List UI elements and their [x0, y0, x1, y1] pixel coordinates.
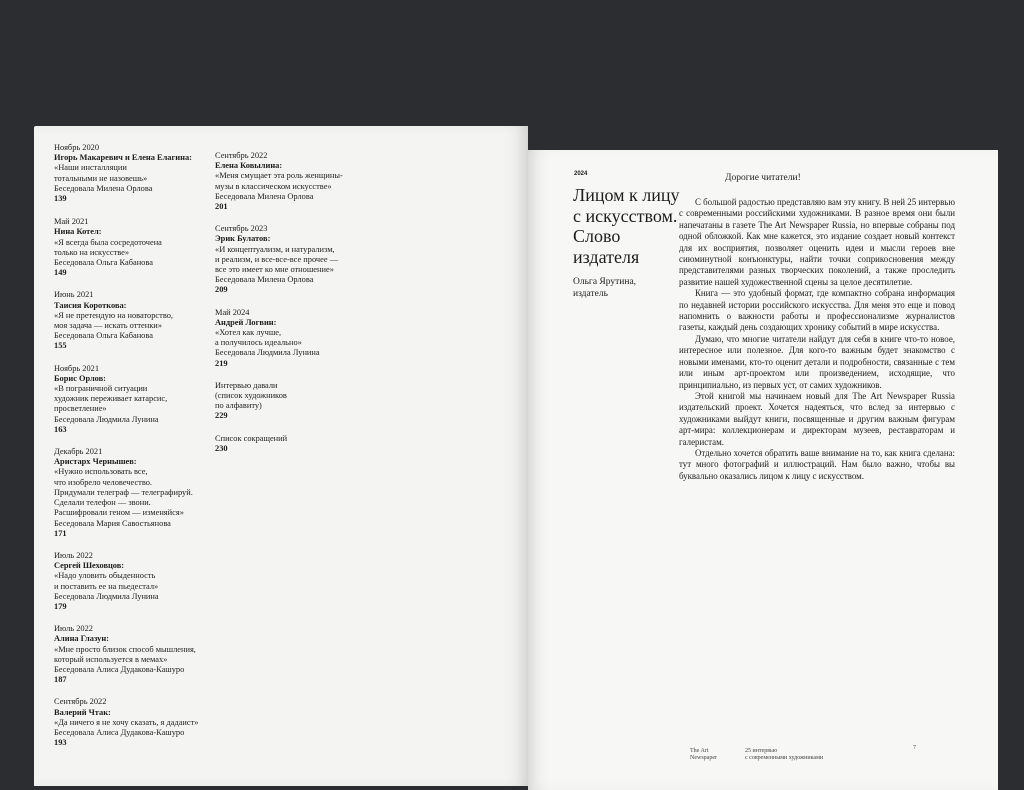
- contents-entry: [54, 447, 224, 539]
- entry-artist: Сергей Шеховцов:: [54, 561, 125, 571]
- entry-interviewer: Беседовала Ольга Кабанова: [54, 258, 153, 268]
- entry-page-number: 171: [54, 528, 67, 538]
- entry-interviewer: Беседовала Людмила Лунина: [54, 414, 159, 424]
- entry-date: Июнь 2021: [54, 290, 94, 300]
- entry-interviewer: Беседовала Милена Орлова: [215, 191, 314, 201]
- entry-interviewer: Беседовала Алиса Дудакова-Кашуро: [54, 727, 185, 737]
- entry-interviewer: Беседовала Мария Савостьянова: [54, 518, 171, 528]
- entry-artist: Аристарх Чернышев:: [54, 457, 137, 467]
- contents-extra-entry: [215, 434, 365, 454]
- contents-entry: [54, 217, 224, 278]
- entry-quote: «Мне просто близок способ мышления, который используется в мемах»: [54, 644, 196, 664]
- entry-page-number: 155: [54, 341, 67, 351]
- entry-date: Июль 2022: [54, 550, 93, 560]
- entry-artist: Игорь Макаревич и Елена Елагина:: [54, 153, 192, 163]
- entry-interviewer: Беседовала Алиса Дудакова-Кашуро: [54, 664, 185, 674]
- letter-paragraph: Отдельно хочется обратить ваше внимание на то, как книга сделана: тут много фотографий и иллюстраций. Нам было важно, чтобы вы буквально оказались лицом к лицу с искусством.: [679, 447, 955, 481]
- entry-quote: «Хотел как лучше, а получилось идеально»: [215, 328, 302, 348]
- entry-page-number: 187: [54, 675, 67, 685]
- extra-label: Интервью давали (список художников по алфавиту): [215, 380, 287, 411]
- entry-artist: Алина Глазун:: [54, 634, 109, 644]
- entry-interviewer: Беседовала Милена Орлова: [54, 183, 153, 193]
- entry-page-number: 229: [215, 411, 228, 421]
- letter-greeting: Дорогие читатели!: [725, 173, 801, 183]
- page-number: 7: [913, 745, 916, 751]
- section-year: 2024: [574, 171, 588, 177]
- entry-artist: Валерий Чтак:: [54, 707, 111, 717]
- contents-entry: [54, 290, 224, 351]
- letter-paragraph: С большой радостью представляю вам эту книгу. В ней 25 интервью с современными российскими художниками. В разное время они были напечатаны в газете The Art Newspaper Russia, но впервые собраны под одной обложкой. Как мне кажется, это издание создает новый контекст для их восприятия, позволяет оценить идеи и мысли героев вне сиюминутной конъюнктуры, найти точки соприкосновения между представителями разных творческих поколений, а также проследить развитие нашей художественной сцены за целое десятилетие.: [679, 197, 955, 287]
- contents-entry: [54, 364, 224, 435]
- entry-page-number: 139: [54, 194, 67, 204]
- entry-artist: Андрей Логвин:: [215, 317, 277, 327]
- entry-date: Ноябрь 2020: [54, 143, 100, 152]
- contents-entry: [215, 224, 365, 295]
- entry-page-number: 179: [54, 601, 67, 611]
- entry-quote: «Да ничего я не хочу сказать, я дадаист»: [54, 717, 199, 727]
- letter-paragraph: Думаю, что многие читатели найдут для себя в книге что-то новое, интересное или полезное. Для кого-то важным будет знакомство с новыми именами, кто-то оценит детали и подробности, связанные с тем или иным арт-проектом или произведением, исходящие, что принципиально, из первых уст, от самих художников.: [679, 333, 955, 390]
- entry-quote: «И концептуализм, и натурализм, и реализм, и все-все-все прочее — все это имеет ко мне отношение»: [215, 244, 339, 275]
- entry-date: Июль 2022: [54, 624, 93, 634]
- letter-body: [679, 197, 955, 482]
- section-title: Лицом к лицу с искусством. Слово издателя: [573, 185, 680, 267]
- entry-page-number: 149: [54, 268, 67, 278]
- entry-page-number: 201: [215, 202, 228, 212]
- entry-artist: Нина Котел:: [54, 227, 102, 237]
- contents-entry: [215, 151, 365, 212]
- entry-date: Ноябрь 2021: [54, 363, 100, 373]
- entry-quote: «В пограничной ситуации художник переживает катарсис, просветление»: [54, 384, 168, 414]
- entry-quote: «Наши инсталляции тотальными не назовешь»: [54, 163, 148, 183]
- contents-entry: [54, 697, 224, 748]
- entry-date: Декабрь 2021: [54, 447, 103, 457]
- entry-date: Май 2024: [215, 307, 250, 317]
- section-author: Ольга Ярутина, издатель: [573, 277, 637, 299]
- extra-label: Список сокращений: [215, 433, 288, 443]
- contents-column-b: [215, 151, 365, 466]
- entry-artist: Эрик Булатов:: [215, 234, 271, 244]
- entry-interviewer: Беседовала Людмила Лунина: [54, 591, 159, 601]
- entry-page-number: 163: [54, 424, 67, 434]
- contents-entry: [54, 143, 224, 204]
- entry-date: Май 2021: [54, 217, 89, 227]
- entry-date: Сентябрь 2022: [54, 697, 107, 707]
- entry-page-number: 193: [54, 738, 67, 748]
- entry-quote: «Надо уловить обыденность и поставить ее на пьедестал»: [54, 571, 159, 591]
- entry-date: Сентябрь 2022: [215, 151, 268, 160]
- entry-quote: «Нужно использовать все, что изобрело человечество. Придумали телеграф — телеграфируй. Сделали телефон — звони. Расшифровали геном — изменяйся»: [54, 467, 193, 518]
- letter-paragraph: Этой книгой мы начинаем новый для The Art Newspaper Russia издательский проект. Хочется надеяться, что вслед за интервью с художниками выйдут книги, посвященные и другим важным фигурам арт-мира: коллекционерам и директорам музеев, реставраторам и галеристам.: [679, 390, 955, 447]
- contents-entry: [215, 308, 365, 369]
- entry-date: Сентябрь 2023: [215, 224, 268, 234]
- contents-extra-entry: [215, 381, 365, 422]
- entry-quote: «Меня смущает эта роль женщины- музы в классическом искусстве»: [215, 171, 343, 191]
- contents-column-a: [54, 143, 224, 760]
- footer-publication-name: The Art Newspaper: [690, 748, 717, 761]
- entry-page-number: 230: [215, 443, 228, 453]
- entry-quote: «Я не претендую на новаторство, моя задача — искать оттенки»: [54, 310, 173, 331]
- entry-page-number: 219: [215, 358, 228, 368]
- footer-book-title: 25 интервью с современными художниками: [745, 748, 824, 761]
- entry-page-number: 209: [215, 285, 228, 295]
- entry-interviewer: Беседовала Людмила Лунина: [215, 348, 320, 358]
- entry-artist: Таисия Короткова:: [54, 300, 127, 310]
- contents-entry: [54, 624, 224, 685]
- entry-artist: Борис Орлов:: [54, 373, 106, 383]
- entry-quote: «Я всегда была сосредоточена только на искусстве»: [54, 237, 162, 257]
- entry-interviewer: Беседовала Милена Орлова: [215, 275, 314, 285]
- entry-interviewer: Беседовала Ольга Кабанова: [54, 331, 153, 341]
- contents-entry: [54, 551, 224, 612]
- entry-artist: Елена Ковылина:: [215, 161, 283, 171]
- letter-paragraph: Книга — это удобный формат, где компактно собрана информация по недавней истории российского искусства. Для меня это еще и повод напомнить о важности работы и профессионализме журналистов газеты, каждый день создающих хронику событий в мире искусства.: [679, 288, 955, 333]
